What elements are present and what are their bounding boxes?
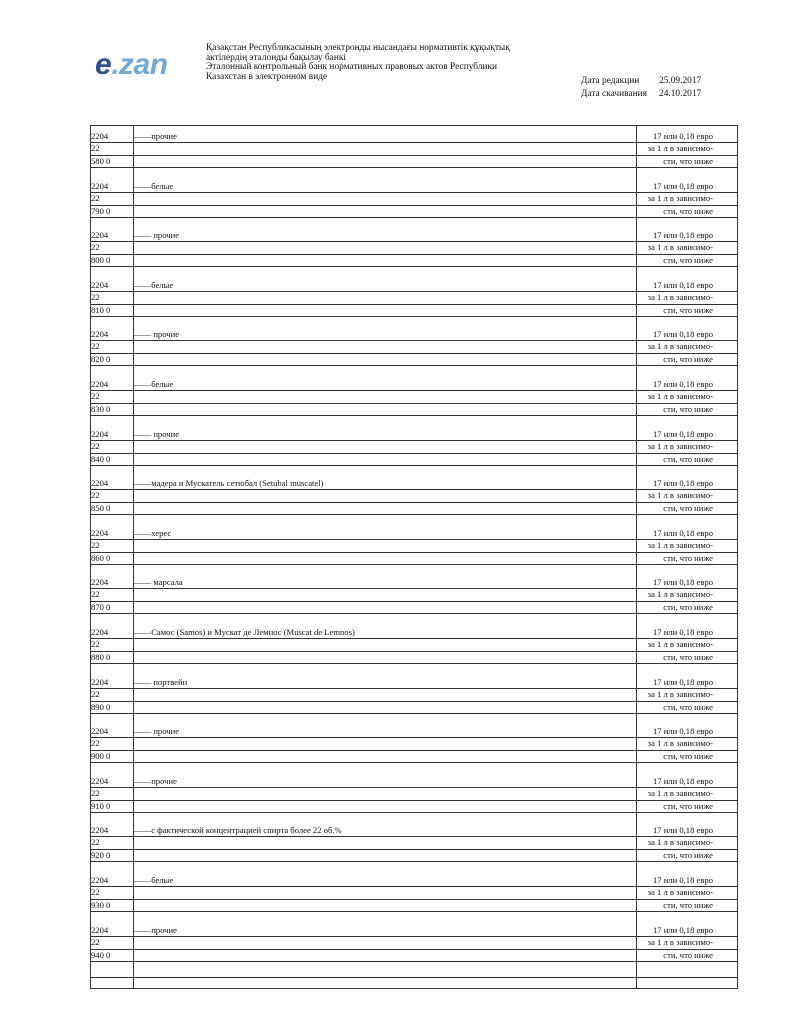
hs-code-part: 22 xyxy=(91,887,100,897)
goods-description: —— прочие xyxy=(134,329,180,340)
duty-rate: 17 или 0,18 евро xyxy=(652,676,713,687)
row-divider xyxy=(91,365,737,366)
hs-code-part: 22 xyxy=(91,539,100,550)
duty-rate: 17 или 0,18 евро xyxy=(652,131,713,141)
row-divider xyxy=(91,638,737,639)
row-divider xyxy=(91,762,737,763)
hs-code-part: 890 0 xyxy=(91,701,111,712)
duty-rate: сти, что ниже xyxy=(663,751,713,762)
hs-code-part: 2204 xyxy=(91,676,109,687)
duty-rate: за 1 л в зависимо- xyxy=(647,936,713,947)
hs-code-part: 2204 xyxy=(91,527,109,538)
hs-code-part: 2204 xyxy=(91,627,109,637)
duty-rate: 17 или 0,18 евро xyxy=(652,924,713,935)
hs-code-part: 22 xyxy=(91,341,100,352)
duty-rate: за 1 л в зависимо- xyxy=(647,589,713,600)
header-line: актілердің эталонды бақылау банкі xyxy=(206,52,346,63)
column-divider xyxy=(133,126,134,988)
duty-rate: 17 или 0,18 евро xyxy=(652,726,713,737)
row-divider xyxy=(91,291,737,292)
duty-rate: сти, что ниже xyxy=(663,255,713,266)
duty-rate: за 1 л в зависимо- xyxy=(647,490,713,501)
duty-rate: 17 или 0,18 евро xyxy=(652,478,713,489)
hs-code-part: 22 xyxy=(91,440,100,451)
goods-description: ——прочие xyxy=(134,775,177,786)
hs-code-part: 22 xyxy=(91,391,100,401)
duty-rate: за 1 л в зависимо- xyxy=(647,688,713,699)
row-divider xyxy=(91,651,737,652)
hs-code-part: 22 xyxy=(91,589,100,600)
duty-rate: 17 или 0,18 евро xyxy=(652,527,713,538)
duty-rate: сти, что ниже xyxy=(663,552,713,563)
goods-description: ——с фактической концентрацией спирта более 22 об.% xyxy=(134,825,342,836)
hs-code-part: 2204 xyxy=(91,428,109,439)
duty-rate: сти, что ниже xyxy=(663,503,713,514)
duty-rate: 17 или 0,18 евро xyxy=(652,775,713,786)
row-divider xyxy=(91,514,737,515)
row-divider xyxy=(91,489,737,490)
duty-rate: сти, что ниже xyxy=(663,602,713,613)
row-divider xyxy=(91,977,737,978)
duty-rate: 17 или 0,18 евро xyxy=(652,279,713,290)
goods-description: ——белые xyxy=(134,180,174,191)
edit-date-label: Дата редакции xyxy=(581,76,640,86)
hs-code-part: 840 0 xyxy=(91,453,111,464)
document-header xyxy=(206,44,551,82)
download-date-row xyxy=(581,88,701,101)
row-divider xyxy=(91,737,737,738)
duty-rate: за 1 л в зависимо- xyxy=(647,192,713,203)
hs-code-part: 860 0 xyxy=(91,552,111,563)
row-divider xyxy=(91,192,737,193)
goods-description: —— портвейн xyxy=(134,676,188,687)
row-divider xyxy=(91,564,737,565)
hs-code-part: 2204 xyxy=(91,726,109,737)
ezan-logo xyxy=(95,50,168,80)
goods-description: ——Самос (Samos) и Мускат де Лемнос (Muscat de Lemnos) xyxy=(134,627,355,637)
hs-code-part: 920 0 xyxy=(91,850,111,861)
duty-rate: сти, что ниже xyxy=(663,453,713,464)
duty-rate: за 1 л в зависимо- xyxy=(647,837,713,848)
row-divider xyxy=(91,539,737,540)
hs-code-part: 22 xyxy=(91,143,100,153)
column-divider xyxy=(636,126,637,988)
duty-rate: за 1 л в зависимо- xyxy=(647,242,713,253)
duty-rate: 17 или 0,18 евро xyxy=(652,627,713,637)
row-divider xyxy=(91,588,737,589)
hs-code-part: 22 xyxy=(91,837,100,848)
duty-rate: сти, что ниже xyxy=(663,304,713,315)
hs-code-part: 790 0 xyxy=(91,205,111,216)
duty-rate: 17 или 0,18 евро xyxy=(652,329,713,340)
hs-code-part: 2204 xyxy=(91,329,109,340)
row-divider xyxy=(91,340,737,341)
row-divider xyxy=(91,440,737,441)
row-divider xyxy=(91,415,737,416)
edit-date-row xyxy=(581,75,701,88)
row-divider xyxy=(91,502,737,503)
duty-rate: 17 или 0,18 евро xyxy=(652,180,713,191)
logo-e: e xyxy=(95,48,112,81)
row-divider xyxy=(91,167,737,168)
goods-description: —— прочие xyxy=(134,230,180,241)
header-line: Эталонный контрольный банк нормативных правовых актов Республики xyxy=(206,62,498,73)
duty-rate: за 1 л в зависимо- xyxy=(647,787,713,798)
hs-code-part: 2204 xyxy=(91,180,109,191)
hs-code-part: 2204 xyxy=(91,379,109,389)
row-divider xyxy=(91,353,737,354)
duty-rate: 17 или 0,18 евро xyxy=(652,577,713,588)
row-divider xyxy=(91,316,737,317)
row-divider xyxy=(91,613,737,614)
duty-rate: за 1 л в зависимо- xyxy=(647,341,713,352)
tariff-table xyxy=(90,125,738,989)
duty-rate: 17 или 0,18 евро xyxy=(652,379,713,389)
row-divider xyxy=(91,750,737,751)
hs-code-part: 2204 xyxy=(91,875,109,885)
duty-rate: за 1 л в зависимо- xyxy=(647,391,713,401)
hs-code-part: 22 xyxy=(91,242,100,253)
row-divider xyxy=(91,142,737,143)
download-date-label: Дата скачивания xyxy=(581,88,647,99)
duty-rate: сти, что ниже xyxy=(663,652,713,662)
header-line: Қазақстан Республикасының электронды нысандағы нормативтік құқықтық xyxy=(206,43,510,53)
hs-code-part: 2204 xyxy=(91,825,109,836)
hs-code-part: 2204 xyxy=(91,577,109,588)
row-divider xyxy=(91,205,737,206)
logo-zan: zan xyxy=(119,48,168,81)
row-divider xyxy=(91,304,737,305)
goods-description: —— прочие xyxy=(134,726,180,737)
document-meta xyxy=(581,75,701,100)
download-date-value: 24.10.2017 xyxy=(659,88,702,99)
duty-rate: за 1 л в зависимо- xyxy=(647,539,713,550)
hs-code-part: 810 0 xyxy=(91,304,111,315)
row-divider xyxy=(91,961,737,962)
goods-description: ——мадера и Мускатель сетюбал (Setubal muscatel) xyxy=(134,478,324,489)
row-divider xyxy=(91,886,737,887)
duty-rate: 17 или 0,18 евро xyxy=(652,428,713,439)
duty-rate: сти, что ниже xyxy=(663,800,713,811)
duty-rate: сти, что ниже xyxy=(663,850,713,861)
goods-description: —— марсала xyxy=(134,577,183,588)
row-divider xyxy=(91,241,737,242)
row-divider xyxy=(91,552,737,553)
row-divider xyxy=(91,949,737,950)
hs-code-part: 800 0 xyxy=(91,255,111,266)
row-divider xyxy=(91,453,737,454)
duty-rate: за 1 л в зависимо- xyxy=(647,143,713,153)
duty-rate: за 1 л в зависимо- xyxy=(647,738,713,749)
hs-code-part: 22 xyxy=(91,787,100,798)
hs-code-part: 820 0 xyxy=(91,354,111,365)
duty-rate: 17 или 0,18 евро xyxy=(652,230,713,241)
duty-rate: сти, что ниже xyxy=(663,900,713,910)
hs-code-part: 22 xyxy=(91,688,100,699)
hs-code-part: 2204 xyxy=(91,230,109,241)
edit-date-value: 25.09.2017 xyxy=(659,76,702,86)
hs-code-part: 22 xyxy=(91,936,100,947)
row-divider xyxy=(91,849,737,850)
hs-code-part: 870 0 xyxy=(91,602,111,613)
row-divider xyxy=(91,601,737,602)
row-divider xyxy=(91,155,737,156)
duty-rate: 17 или 0,18 евро xyxy=(652,875,713,885)
hs-code-part: 930 0 xyxy=(91,900,111,910)
duty-rate: сти, что ниже xyxy=(663,404,713,414)
hs-code-part: 940 0 xyxy=(91,949,111,960)
row-divider xyxy=(91,899,737,900)
header-line: Казахстан в электронном виде xyxy=(206,71,328,82)
row-divider xyxy=(91,688,737,689)
row-divider xyxy=(91,403,737,404)
duty-rate: за 1 л в зависимо- xyxy=(647,291,713,302)
row-divider xyxy=(91,217,737,218)
row-divider xyxy=(91,663,737,664)
row-divider xyxy=(91,861,737,862)
hs-code-part: 22 xyxy=(91,738,100,749)
duty-rate: сти, что ниже xyxy=(663,354,713,365)
row-divider xyxy=(91,911,737,912)
hs-code-part: 22 xyxy=(91,192,100,203)
row-divider xyxy=(91,266,737,267)
hs-code-part: 2204 xyxy=(91,279,109,290)
row-divider xyxy=(91,812,737,813)
hs-code-part: 2204 xyxy=(91,775,109,786)
goods-description: ——белые xyxy=(134,279,174,290)
goods-description: ——белые xyxy=(134,875,174,885)
duty-rate: за 1 л в зависимо- xyxy=(647,639,713,649)
hs-code-part: 22 xyxy=(91,291,100,302)
row-divider xyxy=(91,390,737,391)
duty-rate: сти, что ниже xyxy=(663,205,713,216)
hs-code-part: 580 0 xyxy=(91,156,111,166)
duty-rate: за 1 л в зависимо- xyxy=(647,440,713,451)
goods-description: ——прочие xyxy=(134,131,177,141)
goods-description: ——белые xyxy=(134,379,174,389)
row-divider xyxy=(91,713,737,714)
hs-code-part: 900 0 xyxy=(91,751,111,762)
hs-code-part: 850 0 xyxy=(91,503,111,514)
hs-code-part: 910 0 xyxy=(91,800,111,811)
duty-rate: за 1 л в зависимо- xyxy=(647,887,713,897)
row-divider xyxy=(91,836,737,837)
duty-rate: сти, что ниже xyxy=(663,949,713,960)
row-divider xyxy=(91,800,737,801)
hs-code-part: 880 0 xyxy=(91,652,111,662)
hs-code-part: 2204 xyxy=(91,478,109,489)
logo-dot: . xyxy=(111,48,120,81)
hs-code-part: 830 0 xyxy=(91,404,111,414)
goods-description: —— прочие xyxy=(134,428,180,439)
row-divider xyxy=(91,936,737,937)
row-divider xyxy=(91,465,737,466)
hs-code-part: 2204 xyxy=(91,924,109,935)
row-divider xyxy=(91,701,737,702)
duty-rate: 17 или 0,18 евро xyxy=(652,825,713,836)
hs-code-part: 22 xyxy=(91,639,100,649)
duty-rate: сти, что ниже xyxy=(663,701,713,712)
hs-code-part: 2204 xyxy=(91,131,109,141)
duty-rate: сти, что ниже xyxy=(663,156,713,166)
row-divider xyxy=(91,787,737,788)
goods-description: ——прочие xyxy=(134,924,177,935)
hs-code-part: 22 xyxy=(91,490,100,501)
goods-description: ——херес xyxy=(134,527,172,538)
row-divider xyxy=(91,254,737,255)
